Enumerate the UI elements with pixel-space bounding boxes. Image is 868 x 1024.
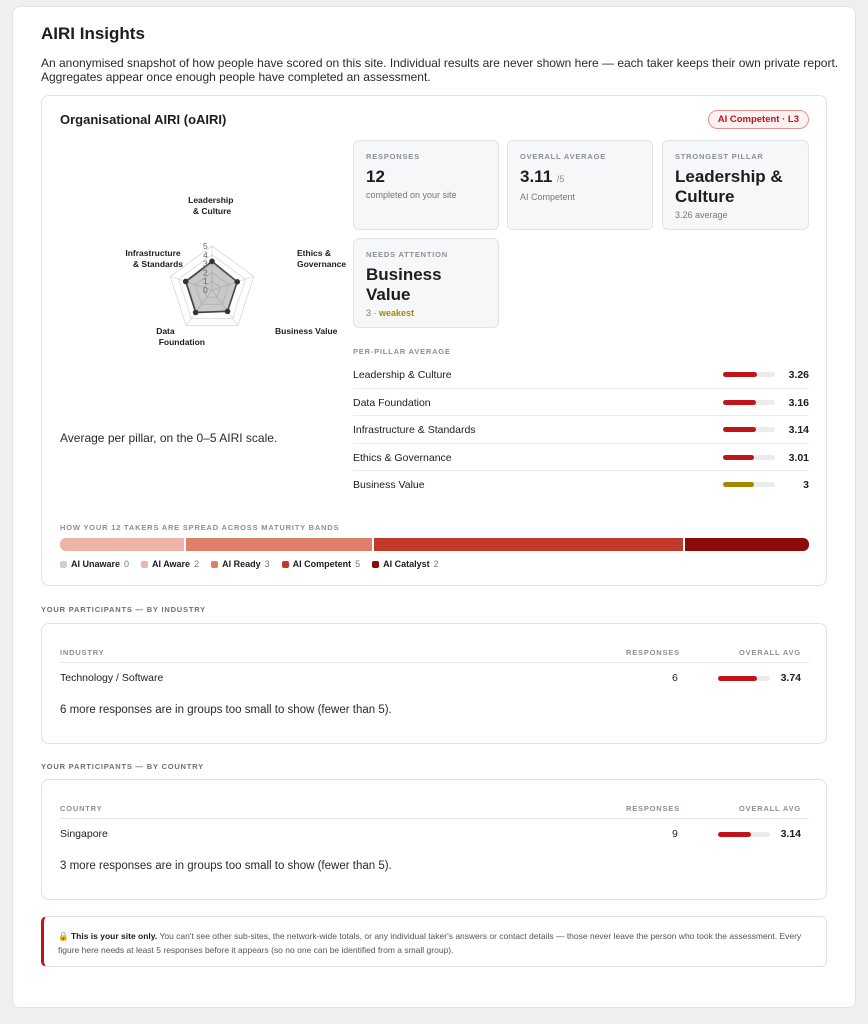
- band-segment: [685, 538, 809, 551]
- level-badge: AI Competent · L3: [708, 110, 809, 129]
- pillar-list: [353, 361, 809, 499]
- pillar-row: Business Value 3: [353, 479, 809, 492]
- country-card: [41, 779, 827, 900]
- pillar-row: Infrastructure & Standards 3.14: [353, 416, 809, 444]
- radar-chart: [66, 192, 346, 392]
- country-note: 3 more responses are in groups too small to show (fewer than 5).: [60, 860, 392, 872]
- pillar-row: Leadership & Culture 3.26: [353, 361, 809, 389]
- col-industry: INDUSTRY: [60, 648, 105, 657]
- legend-label: AI Unaware: [71, 559, 121, 569]
- radar-label-infra: Infrastructure & Standards: [125, 248, 183, 269]
- stat-needs-attention: NEEDS ATTENTION Business Value 3 · weakest: [353, 238, 499, 328]
- insights-panel: [12, 6, 856, 1008]
- col-overall-avg: OVERALL AVG: [739, 648, 801, 657]
- country-responses: 9: [672, 828, 678, 840]
- country-avg: 3.14: [780, 828, 801, 840]
- legend-label: AI Competent: [292, 559, 352, 569]
- band-segment: [374, 538, 684, 551]
- legend-item: [282, 559, 361, 569]
- radar-label-business: Business Value: [275, 326, 338, 336]
- page-intro: An anonymised snapshot of how people have scored on this site. Individual results are never shown here — each taker keeps their own private report. Aggregates appear once enough people have completed an assessment.: [41, 56, 839, 84]
- pillar-bar: [723, 400, 756, 405]
- pillar-bar: [723, 482, 754, 487]
- radar-tick-label: 2: [203, 267, 208, 278]
- radar-tick-label: 4: [203, 249, 208, 260]
- maturity-legend: [60, 559, 439, 569]
- industry-responses: 6: [672, 672, 678, 684]
- industry-card: [41, 623, 827, 744]
- legend-count: 0: [124, 559, 130, 569]
- radar-point: [234, 279, 240, 285]
- legend-swatch: [282, 561, 289, 568]
- industry-avg: 3.74: [780, 672, 801, 684]
- country-name: Singapore: [60, 828, 108, 840]
- col-responses: RESPONSES: [626, 648, 680, 657]
- lock-icon: 🔒: [58, 931, 69, 941]
- legend-swatch: [211, 561, 218, 568]
- legend-item: [211, 559, 270, 569]
- stat-overall-average: OVERALL AVERAGE 3.11 /5 AI Competent: [507, 140, 653, 230]
- radar-tick-label: 3: [203, 258, 208, 269]
- industry-heading: YOUR PARTICIPANTS — BY INDUSTRY: [41, 605, 206, 614]
- industry-name: Technology / Software: [60, 672, 164, 684]
- legend-item: [60, 559, 129, 569]
- radar-label-leadership: Leadership & Culture: [188, 195, 234, 216]
- radar-label-ethics: Ethics & Governance: [297, 248, 346, 269]
- pillar-row: Data Foundation 3.16: [353, 389, 809, 417]
- legend-item: [372, 559, 439, 569]
- col-overall-avg: OVERALL AVG: [739, 804, 801, 813]
- legend-count: 3: [264, 559, 270, 569]
- legend-count: 2: [433, 559, 439, 569]
- radar-point: [193, 310, 199, 316]
- col-country: COUNTRY: [60, 804, 103, 813]
- band-segment: [60, 538, 184, 551]
- distribution-heading: HOW YOUR 12 TAKERS ARE SPREAD ACROSS MATURITY BANDS: [60, 523, 340, 532]
- legend-label: AI Ready: [222, 559, 261, 569]
- legend-count: 5: [355, 559, 361, 569]
- radar-tick-label: 1: [203, 276, 208, 287]
- radar-area: [186, 258, 237, 312]
- legend-label: AI Catalyst: [383, 559, 430, 569]
- pillar-bar: [723, 427, 756, 432]
- legend-label: AI Aware: [152, 559, 191, 569]
- radar-tick-label: 5: [203, 241, 208, 251]
- card-title: Organisational AIRI (oAIRI): [60, 112, 227, 127]
- radar-point: [183, 279, 189, 285]
- industry-avg-bar: [718, 676, 757, 681]
- country-avg-bar: [718, 832, 751, 837]
- stat-strongest-pillar: STRONGEST PILLAR Leadership & Culture 3.26 average: [662, 140, 809, 230]
- pillar-bar: [723, 455, 754, 460]
- maturity-distribution-bar: [60, 538, 809, 551]
- industry-note: 6 more responses are in groups too small to show (fewer than 5).: [60, 704, 392, 716]
- radar-tick-label: 0: [203, 285, 208, 295]
- radar-label-data: Data Foundation: [156, 326, 205, 347]
- pillar-heading: PER-PILLAR AVERAGE: [353, 347, 451, 356]
- radar-caption: Average per pillar, on the 0–5 AIRI scale.: [60, 431, 278, 445]
- band-segment: [186, 538, 372, 551]
- legend-item: [141, 559, 199, 569]
- pillar-bar: [723, 372, 757, 377]
- legend-swatch: [60, 561, 67, 568]
- country-heading: YOUR PARTICIPANTS — BY COUNTRY: [41, 762, 204, 771]
- stat-responses: RESPONSES 12 completed on your site: [353, 140, 499, 230]
- org-airi-card: [41, 95, 827, 586]
- pillar-row: Ethics & Governance 3.01: [353, 444, 809, 472]
- legend-swatch: [141, 561, 148, 568]
- col-responses: RESPONSES: [626, 804, 680, 813]
- radar-point: [225, 309, 231, 315]
- legend-count: 2: [194, 559, 200, 569]
- radar-point: [209, 259, 215, 265]
- legend-swatch: [372, 561, 379, 568]
- page-title: AIRI Insights: [41, 24, 145, 43]
- privacy-notice: 🔒 This is your site only. You can't see other sub-sites, the network-wide totals, or any individual taker's answers or contact details — those never leave the person who took the assessment. Every figure here needs at least 5 responses before it appears (so no one can be identified from a small group).: [41, 916, 827, 967]
